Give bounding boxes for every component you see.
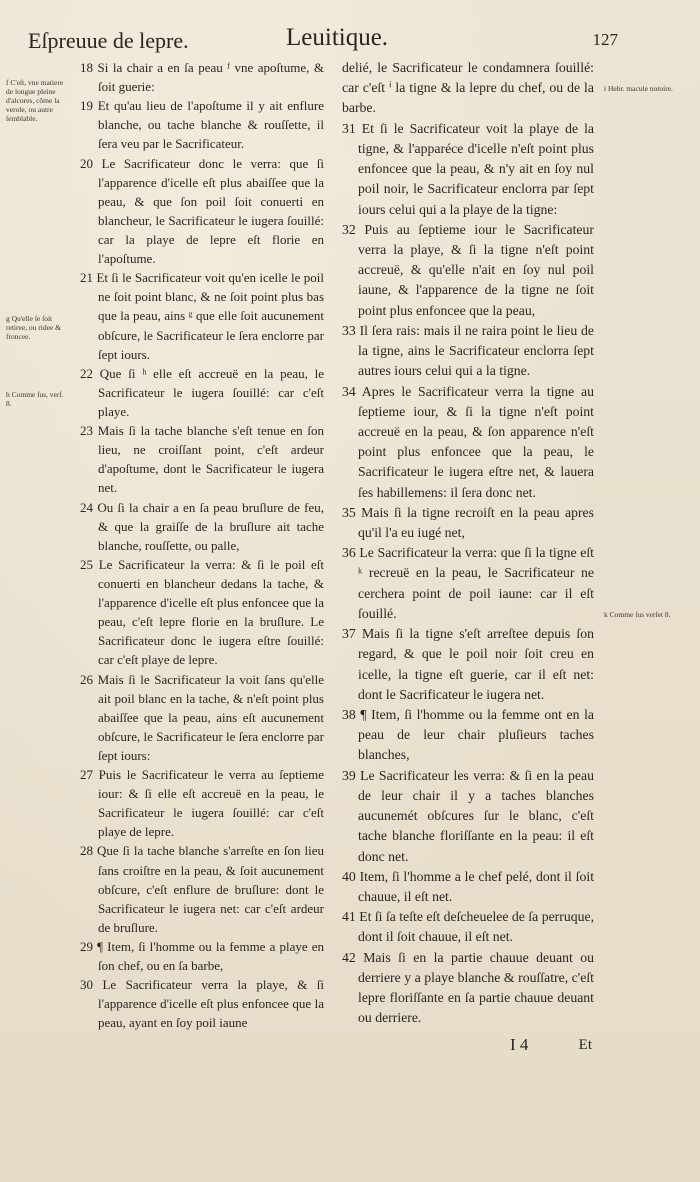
verse-number: 35 <box>342 504 356 520</box>
verse-text: Et ſi ſa teſte eſt deſcheuelee de ſa perruque, dont il ſoit chauue, il eſt net. <box>358 909 595 945</box>
verse <box>342 321 594 382</box>
page-footer <box>342 1035 594 1059</box>
running-title-left: Eſpreuue de lepre. <box>28 28 189 53</box>
verse-text: Si la chair a en ſa peau ᶠ vne apoſtume, & ſoit guerie: <box>97 60 324 95</box>
verse <box>342 867 594 907</box>
verse-number: 28 <box>80 843 93 859</box>
verse-number: 31 <box>342 120 356 136</box>
right-text-column <box>342 58 594 1029</box>
verse-number: 42 <box>342 949 356 965</box>
verse-text: Le Sacrificateur donc le verra: que ſi l'apparence d'icelle eſt plus abaiſſee que la peau, & que ſon poil ſoit conuerti en blancheur, le Sacrificateur le iugera ſouillé: car la playe de lepre eſt florie en l'apoſtume. <box>98 155 324 267</box>
margin-note-g: g Qu'elle ſe ſoit retiree, ou ridee & froncee. <box>6 314 61 341</box>
margin-note-f: f C'eſt, vne matiere de longue pleine d'alcores, cõme la verole, ou autre ſemblable. <box>6 78 64 123</box>
verse <box>80 765 324 841</box>
verse <box>80 154 324 269</box>
verse-text: Mais ſi la tigne s'eſt arreſtee depuis ſon regard, & que le poil noir ſoit creu en icelle, la tigne eſt guerie, car il eſt net: dont le Sacrificateur le iugera net. <box>358 626 595 702</box>
left-text-column <box>80 58 324 1033</box>
verse-number: 22 <box>80 365 93 381</box>
verse-number: 18 <box>80 60 93 75</box>
verse-text: Le Sacrificateur la verra: & ſi le poil eſt conuerti en blancheur dedans la tache, & l'apparence d'icelle eſt plus enfoncee que la peau, c'eſt lepre florie en la bruſlure. Le Sacrificateur donc le iugera eſtre ſouillé: car c'eſt playe de lepre. <box>98 556 324 668</box>
running-title-book: Leuitique. <box>286 24 389 51</box>
running-header <box>28 24 618 60</box>
verse <box>80 670 324 766</box>
verse-number: 24 <box>80 499 93 515</box>
verse-number: 21 <box>80 270 93 286</box>
verse <box>80 555 324 670</box>
verse-text: ¶ Item, ſi l'homme ou la femme a playe en ſon chef, ou en ſa barbe, <box>97 939 324 974</box>
verse <box>342 766 594 867</box>
verse-text: Apres le Sacrificateur verra la tigne au ſeptieme iour, & ſi la tigne n'eſt point accreuë en la peau, & ſon apparence n'eſt point plus enfoncee que la peau, le Sacrificateur le iugera eſtre net, & lauera ſes habillemens: il ſera donc net. <box>358 383 594 500</box>
verse-text: Puis au ſeptieme iour le Sacrificateur verra la playe, & ſi la tigne n'eſt point accreuë, & qu'elle n'ait en ſoy nul poil iaune, & l'apparence de la tigne ne ſoit point plus enfoncee que la peau, <box>358 221 594 318</box>
verse <box>342 382 594 503</box>
verse-number: 20 <box>80 155 93 171</box>
verse-text: Mais ſi le Sacrificateur la voit ſans qu'elle ait poil blanc en la tache, & n'eſt point plus abaiſſee que la peau, ains eſt aucunement obſcure, le Sacrificateur le ſera enclorre par ſept iours: <box>97 671 324 763</box>
verse <box>80 937 324 975</box>
verse-text: Et ſi le Sacrificateur voit la playe de la tigne, & l'apparéce d'icelle n'eſt point plus enfoncee que la peau, & n'y ait en ſoy nul poil noir, le Sacrificateur enclorra par ſept iours celui qui a la playe de la tigne: <box>358 120 594 217</box>
verse-text: Que ſi la tache blanche s'arreſte en ſon lieu ſans croiſtre en la peau, & ſoit aucunement obſcure, c'eſt enflure de bruſlure: dont le Sacrificateur le iugera net: car c'eſt ardeur de bruſlure. <box>97 843 325 935</box>
verse-number: 19 <box>80 98 93 114</box>
verse-number: 36 <box>342 545 356 561</box>
verse-number: 41 <box>342 909 356 925</box>
verse <box>342 624 594 705</box>
verse-number: 39 <box>342 767 356 783</box>
verse <box>342 220 594 321</box>
verse-number: 25 <box>80 556 93 572</box>
verse <box>80 58 324 96</box>
verse <box>80 841 324 937</box>
verse <box>342 119 594 220</box>
verse-number: 26 <box>80 671 93 687</box>
verse-text: Puis le Sacrificateur le verra au ſeptieme iour: & ſi elle eſt accreuë en la peau, le Sacrificateur le iugera ſouillé: car c'eſt playe de lepre. <box>98 767 324 840</box>
verse <box>342 705 594 766</box>
verse-text: ¶ Item, ſi l'homme ou la femme ont en la peau de leur chair pluſieurs taches blanches, <box>358 707 594 763</box>
verse-text: Item, ſi l'homme a le chef pelé, dont il ſoit chauue, il eſt net. <box>358 868 595 904</box>
verse <box>80 364 324 421</box>
verse <box>80 975 324 1032</box>
margin-note-k: k Comme ſus verſet 8. <box>604 610 671 619</box>
catchword: Et <box>578 1037 592 1053</box>
verse-number: 40 <box>342 868 356 884</box>
page-number: 127 <box>592 30 618 49</box>
verse <box>80 421 324 497</box>
verse-text: Il ſera rais: mais il ne raira point le lieu de la tigne, ains le Sacrificateur enclorra ſept autres iours celui qui a la tigne. <box>358 322 595 379</box>
verse <box>342 503 594 543</box>
verse-text: Et qu'au lieu de l'apoſtume il y ait enflure blanche, ou tache blanche & rouſſette, il ſera veu par le Sacrificateur. <box>97 98 325 152</box>
verse <box>80 498 324 555</box>
verse-text: Mais ſi la tache blanche s'eſt tenue en ſon lieu, ne croiſſant point, c'eſt ardeur d'apoſtume, dont le Sacrificateur le iugera net. <box>97 423 324 496</box>
signature-mark: I 4 <box>510 1035 529 1054</box>
verse-number: 37 <box>342 626 356 642</box>
verse-text: Le Sacrificateur la verra: que ſi la tigne eſt ᵏ recreuë en la peau, le Sacrificateur ne cerchera point de poil iaune: car il eſt ſouillé. <box>358 545 594 621</box>
verse <box>80 96 324 153</box>
verse-number: 29 <box>80 939 93 955</box>
margin-note-i: i Hebr. macule notoire. <box>604 84 673 93</box>
verse-text: Ou ſi la chair a en ſa peau bruſlure de feu, & que la graiſſe de la bruſlure ait tache blanche, rouſſette, ou palle, <box>97 499 325 553</box>
verse-text: Le Sacrificateur verra la playe, & ſi l'apparence d'icelle eſt plus enfoncee que la peau, ayant en ſoy poil iaune <box>98 977 324 1031</box>
verse-text: Et ſi le Sacrificateur voit qu'en icelle le poil ne ſoit point blanc, & ne ſoit point plus bas que la peau, ains ᵍ que elle ſoit aucunement obſcure, le Sacrificateur le ſera enclorre par ſept iours. <box>96 270 325 362</box>
verse-continuation: delié, le Sacrificateur le condamnera ſouillé: car c'eſt ⁱ la tigne & la lepre du chef, ou de la barbe. <box>342 60 594 116</box>
verse-number: 27 <box>80 767 93 783</box>
verse <box>80 268 324 364</box>
verse-text: Le Sacrificateur les verra: & ſi en la peau de leur chair il y a taches blanches aucunemét obſcures ſur le blanc, c'eſt tache blanche floriſſante en la peau: il eſt donc net. <box>358 767 595 864</box>
margin-note-h: h Comme ſus, verſ. 8. <box>6 390 64 408</box>
verse <box>342 543 594 624</box>
verse <box>342 907 594 947</box>
verse <box>342 948 594 1029</box>
verse-number: 33 <box>342 322 356 338</box>
verse-text: Mais ſi la tigne recroiſt en la peau apres qu'il l'a eu iugé net, <box>358 504 595 541</box>
verse-number: 30 <box>80 977 93 993</box>
verse-text: Que ſi ʰ elle eſt accreuë en la peau, le Sacrificateur le iugera ſouillé: car c'eſt playe. <box>98 365 325 419</box>
verse-number: 23 <box>80 423 93 439</box>
verse-number: 32 <box>342 221 356 237</box>
verse-number: 34 <box>342 383 356 399</box>
verse-text: Mais ſi en la partie chauue deuant ou derriere y a playe blanche & rouſſatre, c'eſt lepre floriſſante en ſa partie chauue deuant ou derriere. <box>358 949 594 1026</box>
verse-number: 38 <box>342 707 356 722</box>
